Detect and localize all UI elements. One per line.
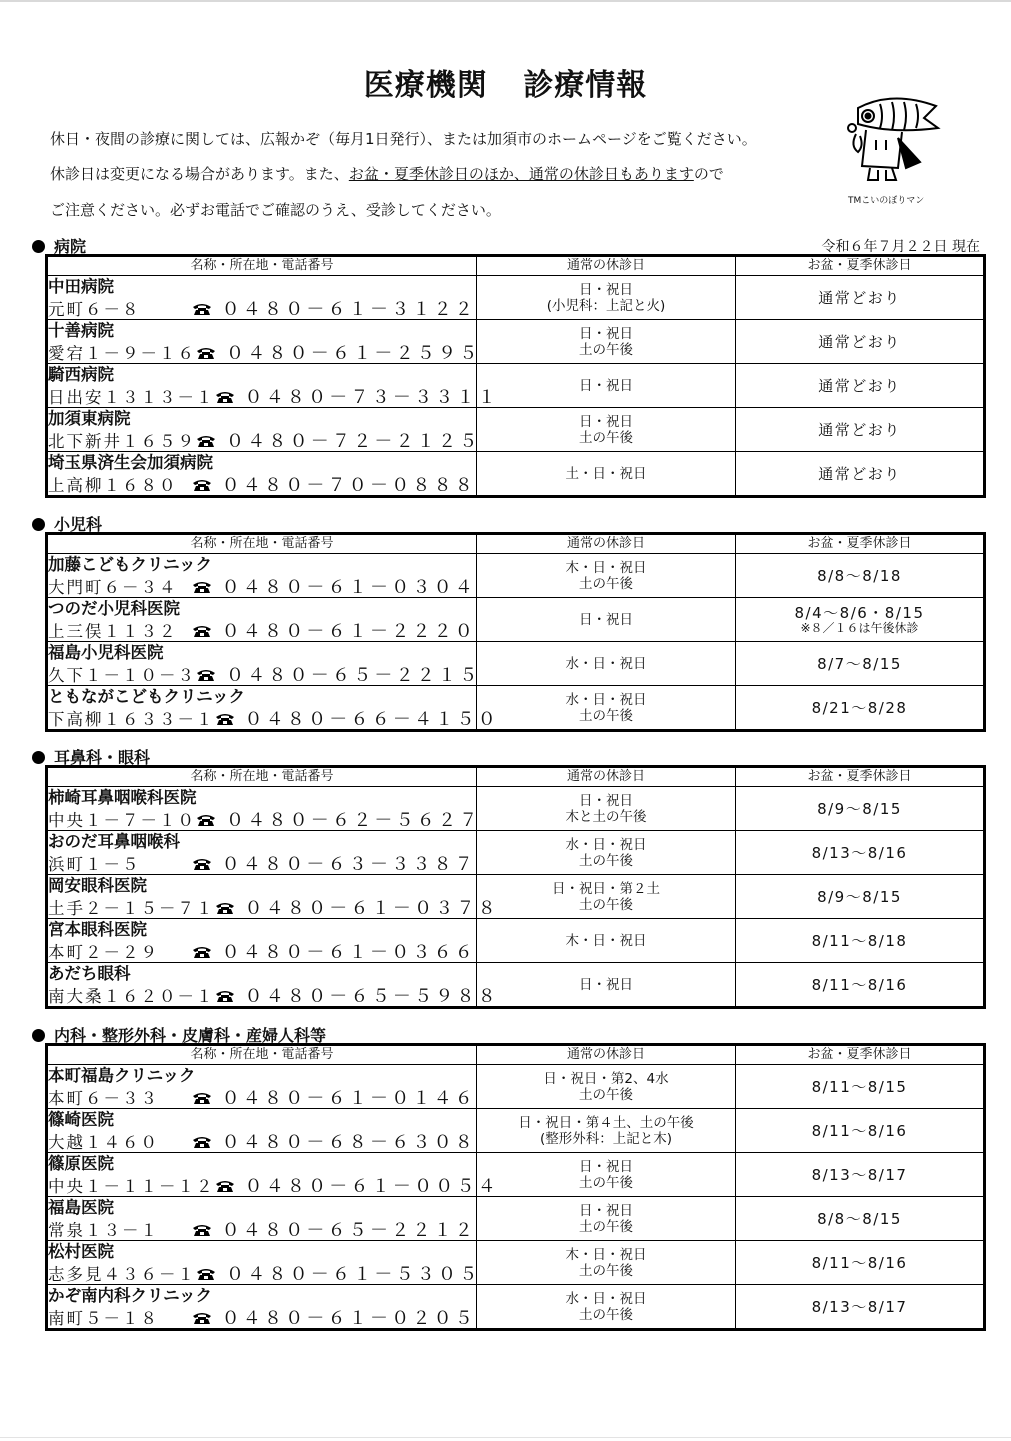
table-row bbox=[47, 598, 985, 642]
closed-day-line: 木と土の午後 bbox=[565, 808, 647, 825]
closed-day-line: 日・祝日 bbox=[579, 976, 633, 993]
telephone-icon bbox=[196, 433, 216, 447]
closed-day-line: 日・祝日 bbox=[579, 792, 633, 809]
bottom-border bbox=[0, 1437, 1011, 1438]
col-header-obon: お盆・夏季休診日 bbox=[736, 767, 985, 787]
obon-closed-period: 8/11～8/16 bbox=[811, 1121, 908, 1140]
closed-day-line: 日・祝日・第４土、土の午後 bbox=[518, 1114, 694, 1131]
closed-day-line: 土の午後 bbox=[579, 429, 633, 446]
facility-address: 元町６－８ bbox=[48, 300, 141, 319]
telephone-icon bbox=[192, 623, 212, 637]
obon-closed-period: 通常どおり bbox=[818, 332, 901, 351]
address-phone-row bbox=[48, 385, 499, 408]
obon-closed-days bbox=[736, 919, 985, 963]
col-header-closed: 通常の休診日 bbox=[477, 256, 736, 276]
obon-closed-period: 8/4～8/6・8/15 bbox=[794, 603, 925, 622]
telephone-icon bbox=[196, 812, 216, 826]
regular-closed-days bbox=[477, 787, 736, 831]
closed-day-line: 水・日・祝日 bbox=[565, 691, 647, 708]
table-row bbox=[47, 408, 985, 452]
regular-closed-days bbox=[477, 1065, 736, 1109]
facility-cell bbox=[47, 787, 481, 831]
facility-cell bbox=[47, 919, 477, 963]
address-phone-row bbox=[48, 1174, 499, 1197]
obon-closed-period: 8/8～8/15 bbox=[817, 1209, 902, 1228]
closed-day-line: 土の午後 bbox=[579, 575, 633, 592]
bullet-icon bbox=[32, 751, 45, 764]
closed-day-line: 日・祝日・第2、4水 bbox=[543, 1070, 669, 1087]
regular-closed-days bbox=[477, 554, 736, 598]
closed-day-line: 土・日・祝日 bbox=[565, 465, 647, 482]
table-row bbox=[47, 1109, 985, 1153]
facility-name: おのだ耳鼻咽喉科 bbox=[48, 832, 180, 851]
address-phone-row bbox=[48, 852, 476, 874]
facility-name: 騎西病院 bbox=[48, 365, 114, 384]
facility-name: 十善病院 bbox=[48, 321, 114, 340]
regular-closed-days bbox=[477, 1197, 736, 1241]
regular-closed-days bbox=[477, 452, 736, 497]
table-header-row bbox=[47, 256, 985, 276]
facility-cell bbox=[47, 408, 481, 452]
telephone-icon bbox=[192, 1090, 212, 1104]
section-table bbox=[45, 765, 986, 1009]
facility-cell bbox=[47, 452, 477, 497]
facility-address: 南大桑１６２０－１ bbox=[48, 987, 215, 1006]
telephone-icon bbox=[215, 900, 235, 914]
table-row bbox=[47, 1197, 985, 1241]
obon-closed-period: 通常どおり bbox=[818, 420, 901, 439]
closed-day-line: 土の午後 bbox=[579, 1306, 633, 1323]
obon-closed-days bbox=[736, 831, 985, 875]
facility-address: 北下新井１６５９ bbox=[48, 432, 196, 451]
address-phone-row bbox=[48, 896, 499, 919]
facility-address: 本町２－２９ bbox=[48, 943, 159, 962]
facility-phone: ０４８０－６３－３３８７ bbox=[221, 854, 476, 875]
closed-day-line: 水・日・祝日 bbox=[565, 836, 647, 853]
address-phone-row bbox=[48, 1306, 476, 1328]
section-table bbox=[45, 1043, 986, 1331]
table-row bbox=[47, 554, 985, 598]
col-header-obon: お盆・夏季休診日 bbox=[736, 534, 985, 554]
col-header-closed: 通常の休診日 bbox=[477, 767, 736, 787]
obon-closed-period: 通常どおり bbox=[818, 288, 901, 307]
facility-name: あだち眼科 bbox=[48, 964, 131, 983]
facility-address: 大門町６－３４ bbox=[48, 578, 178, 597]
telephone-icon bbox=[192, 579, 212, 593]
facility-cell bbox=[47, 831, 477, 875]
col-header-name: 名称・所在地・電話番号 bbox=[47, 1045, 477, 1065]
telephone-icon bbox=[192, 301, 212, 315]
obon-closed-period: 8/13～8/17 bbox=[811, 1165, 908, 1184]
telephone-icon bbox=[215, 711, 235, 725]
facility-name: 加須東病院 bbox=[48, 409, 131, 428]
table-row bbox=[47, 1153, 985, 1197]
facility-phone: ０４８０－６５－５９８８ bbox=[244, 986, 499, 1007]
section-title: 内科・整形外科・皮膚科・産婦人科等 bbox=[54, 1026, 327, 1045]
section-title: 病院 bbox=[54, 237, 87, 256]
obon-closed-period: 8/11～8/16 bbox=[811, 1253, 908, 1272]
facility-phone: ０４８０－６１－０３７８ bbox=[244, 898, 499, 919]
obon-closed-days bbox=[736, 554, 985, 598]
facility-address: 愛宕１－９－１６ bbox=[48, 344, 196, 363]
telephone-icon bbox=[196, 345, 216, 359]
closed-day-line: 水・日・祝日 bbox=[565, 1290, 647, 1307]
table-row bbox=[47, 686, 985, 731]
facility-name: 福島医院 bbox=[48, 1198, 114, 1217]
closed-day-line: 木・日・祝日 bbox=[565, 1246, 647, 1263]
facility-address: 土手２－１５－７１ bbox=[48, 899, 215, 918]
regular-closed-days bbox=[477, 963, 736, 1008]
facility-name: 岡安眼科医院 bbox=[48, 876, 147, 895]
regular-closed-days bbox=[477, 831, 736, 875]
intro-line-1: 休日・夜間の診療に関しては、広報かぞ（毎月1日発行）、または加須市のホームページをご覧ください。 bbox=[50, 130, 757, 148]
address-phone-row bbox=[48, 940, 476, 962]
facility-name: 加藤こどもクリニック bbox=[48, 555, 213, 574]
obon-closed-days bbox=[736, 364, 985, 408]
bullet-icon bbox=[32, 518, 45, 531]
col-header-name: 名称・所在地・電話番号 bbox=[47, 767, 477, 787]
regular-closed-days bbox=[477, 686, 736, 731]
title-part-1: 医療機関 bbox=[363, 68, 488, 103]
facility-address: 大越１４６０ bbox=[48, 1133, 159, 1152]
obon-closed-days bbox=[736, 1065, 985, 1109]
closed-day-line: 日・祝日 bbox=[579, 1202, 633, 1219]
closed-day-line: 土の午後 bbox=[579, 341, 633, 358]
closed-day-line: 木・日・祝日 bbox=[565, 559, 647, 576]
facility-cell bbox=[47, 554, 477, 598]
facility-cell bbox=[47, 1285, 477, 1330]
facility-address: 久下１－１０－３ bbox=[48, 666, 196, 685]
regular-closed-days bbox=[477, 276, 736, 320]
facility-phone: ０４８０－６１－０３０４ bbox=[221, 577, 476, 598]
facility-phone: ０４８０－６６－４１５０ bbox=[244, 709, 499, 730]
address-phone-row bbox=[48, 619, 476, 641]
table-header-row bbox=[47, 1045, 985, 1065]
facility-address: 志多見４３６－１ bbox=[48, 1265, 196, 1284]
obon-closed-period: 8/7～8/15 bbox=[817, 654, 902, 673]
table-row bbox=[47, 642, 985, 686]
regular-closed-days bbox=[477, 919, 736, 963]
telephone-icon bbox=[196, 667, 216, 681]
telephone-icon bbox=[215, 389, 235, 403]
regular-closed-days bbox=[477, 1241, 736, 1285]
table-header-row bbox=[47, 534, 985, 554]
section-title: 小児科 bbox=[54, 515, 103, 534]
facility-cell bbox=[47, 320, 481, 364]
bullet-icon bbox=[32, 1029, 45, 1042]
table-row bbox=[47, 963, 985, 1008]
regular-closed-days bbox=[477, 598, 736, 642]
facility-phone: ０４８０－６８－６３０８ bbox=[221, 1132, 476, 1153]
address-phone-row bbox=[48, 341, 481, 364]
regular-closed-days bbox=[477, 1109, 736, 1153]
facility-address: 中央１－１１－１２ bbox=[48, 1177, 215, 1196]
closed-day-line: 土の午後 bbox=[579, 896, 633, 913]
bullet-icon bbox=[32, 240, 45, 253]
obon-closed-period: 8/11～8/15 bbox=[811, 1077, 908, 1096]
closed-day-line: 日・祝日 bbox=[579, 413, 633, 430]
as-of-date: 令和６年７月２２日 現在 bbox=[821, 239, 980, 255]
obon-closed-period: 通常どおり bbox=[818, 376, 901, 395]
table-row bbox=[47, 919, 985, 963]
address-phone-row bbox=[48, 429, 481, 452]
telephone-icon bbox=[215, 988, 235, 1002]
facility-name: 福島小児科医院 bbox=[48, 643, 164, 662]
obon-closed-days bbox=[736, 1285, 985, 1330]
facility-cell bbox=[47, 1065, 477, 1109]
table-row bbox=[47, 831, 985, 875]
facility-cell bbox=[47, 1153, 499, 1197]
table-row bbox=[47, 787, 985, 831]
closed-day-line: 日・祝日 bbox=[579, 377, 633, 394]
closed-day-line: 水・日・祝日 bbox=[565, 655, 647, 672]
address-phone-row bbox=[48, 1130, 476, 1152]
facility-name: 柿崎耳鼻咽喉科医院 bbox=[48, 788, 197, 807]
mascot-caption: TMこいのぼりマン bbox=[848, 196, 925, 206]
address-phone-row bbox=[48, 473, 476, 495]
obon-closed-period: 8/9～8/15 bbox=[817, 799, 902, 818]
obon-closed-days bbox=[736, 963, 985, 1008]
facility-name: かぞ南内科クリニック bbox=[48, 1286, 213, 1305]
obon-closed-period: 8/8～8/18 bbox=[817, 566, 902, 585]
facility-address: 下高柳１６３３－１ bbox=[48, 710, 215, 729]
obon-closed-period: 8/11～8/16 bbox=[811, 975, 908, 994]
intro-line-2-post: ので bbox=[693, 165, 724, 183]
facility-name: 篠崎医院 bbox=[48, 1110, 114, 1129]
obon-closed-period: 通常どおり bbox=[818, 464, 901, 483]
facility-name: 中田病院 bbox=[48, 277, 114, 296]
facility-phone: ０４８０－６５－２２１２ bbox=[221, 1220, 476, 1241]
telephone-icon bbox=[192, 1310, 212, 1324]
facility-phone: ０４８０－６１－００５４ bbox=[244, 1176, 499, 1197]
facility-name: 宮本眼科医院 bbox=[48, 920, 147, 939]
table-row bbox=[47, 875, 985, 919]
address-phone-row bbox=[48, 1218, 476, 1240]
facility-name: ともながこどもクリニック bbox=[48, 687, 246, 706]
obon-closed-days bbox=[736, 598, 985, 642]
obon-closed-days bbox=[736, 686, 985, 731]
obon-closed-days bbox=[736, 320, 985, 364]
top-border bbox=[0, 0, 1011, 2]
facility-phone: ０４８０－６１－０３６６ bbox=[221, 942, 476, 963]
facility-phone: ０４８０－６１－２５９５ bbox=[226, 343, 481, 364]
telephone-icon bbox=[192, 944, 212, 958]
closed-day-line: 土の午後 bbox=[579, 1218, 633, 1235]
facility-address: 中央１－７－１０ bbox=[48, 811, 196, 830]
facility-cell bbox=[47, 1241, 481, 1285]
regular-closed-days bbox=[477, 320, 736, 364]
intro-line-3: ご注意ください。必ずお電話でご確認のうえ、受診してください。 bbox=[50, 201, 501, 219]
regular-closed-days bbox=[477, 364, 736, 408]
address-phone-row bbox=[48, 984, 499, 1007]
telephone-icon bbox=[192, 477, 212, 491]
facility-name: 篠原医院 bbox=[48, 1154, 114, 1173]
table-row bbox=[47, 1065, 985, 1109]
facility-phone: ０４８０－６５－２２１５ bbox=[226, 665, 481, 686]
telephone-icon bbox=[192, 1134, 212, 1148]
facility-address: 南町５－１８ bbox=[48, 1309, 159, 1328]
col-header-obon: お盆・夏季休診日 bbox=[736, 256, 985, 276]
intro-line-2 bbox=[50, 163, 724, 184]
facility-cell bbox=[47, 686, 499, 731]
obon-closed-days bbox=[736, 642, 985, 686]
facility-phone: ０４８０－６１－０１４６ bbox=[221, 1088, 476, 1109]
facility-name: つのだ小児科医院 bbox=[48, 599, 180, 618]
regular-closed-days bbox=[477, 1153, 736, 1197]
telephone-icon bbox=[192, 856, 212, 870]
section-title: 耳鼻科・眼科 bbox=[54, 748, 151, 767]
facility-cell bbox=[47, 642, 481, 686]
facility-address: 日出安１３１３－１ bbox=[48, 388, 215, 407]
obon-closed-days bbox=[736, 452, 985, 497]
address-phone-row bbox=[48, 1262, 481, 1285]
table-row bbox=[47, 1285, 985, 1330]
facility-cell bbox=[47, 875, 499, 919]
facility-address: 浜町１－５ bbox=[48, 855, 141, 874]
section-table bbox=[45, 532, 986, 732]
address-phone-row bbox=[48, 575, 476, 597]
col-header-name: 名称・所在地・電話番号 bbox=[47, 534, 477, 554]
table-row bbox=[47, 452, 985, 497]
regular-closed-days bbox=[477, 642, 736, 686]
regular-closed-days bbox=[477, 1285, 736, 1330]
obon-closed-days bbox=[736, 1241, 985, 1285]
facility-cell bbox=[47, 1109, 477, 1153]
closed-day-line: 日・祝日 bbox=[579, 611, 633, 628]
section-table bbox=[45, 254, 986, 498]
telephone-icon bbox=[192, 1222, 212, 1236]
facility-phone: ０４８０－６１－３１２２ bbox=[221, 299, 476, 320]
closed-day-line: 木・日・祝日 bbox=[565, 932, 647, 949]
closed-day-line: 日・祝日 bbox=[579, 1158, 633, 1175]
facility-cell bbox=[47, 276, 477, 320]
obon-closed-period: 8/21～8/28 bbox=[811, 698, 908, 717]
closed-day-line: (整形外科：上記と木) bbox=[539, 1130, 673, 1147]
facility-name: 本町福島クリニック bbox=[48, 1066, 196, 1085]
facility-phone: ０４８０－６１－２２２０ bbox=[221, 621, 476, 642]
obon-closed-days bbox=[736, 276, 985, 320]
facility-phone: ０４８０－６１－５３０５ bbox=[226, 1264, 481, 1285]
closed-day-line: 土の午後 bbox=[579, 1262, 633, 1279]
table-header-row bbox=[47, 767, 985, 787]
obon-closed-period: 8/9～8/15 bbox=[817, 887, 902, 906]
address-phone-row bbox=[48, 297, 476, 319]
col-header-closed: 通常の休診日 bbox=[477, 1045, 736, 1065]
regular-closed-days bbox=[477, 408, 736, 452]
facility-address: 上三俣１１３２ bbox=[48, 622, 178, 641]
facility-phone: ０４８０－６２－５６２７ bbox=[226, 810, 481, 831]
facility-address: 本町６－３３ bbox=[48, 1089, 159, 1108]
facility-phone: ０４８０－７３－３３１１ bbox=[244, 387, 499, 408]
obon-closed-days bbox=[736, 787, 985, 831]
obon-closed-period: 8/13～8/16 bbox=[811, 843, 908, 862]
koinobori-man-mascot-icon bbox=[840, 88, 950, 188]
closed-day-line: 日・祝日 bbox=[579, 325, 633, 342]
facility-phone: ０４８０－６１－０２０５ bbox=[221, 1308, 476, 1329]
closed-day-line: 土の午後 bbox=[579, 1174, 633, 1191]
facility-phone: ０４８０－７０－０８８８ bbox=[221, 475, 476, 496]
table-row bbox=[47, 1241, 985, 1285]
telephone-icon bbox=[215, 1178, 235, 1192]
table-row bbox=[47, 320, 985, 364]
col-header-name: 名称・所在地・電話番号 bbox=[47, 256, 477, 276]
obon-closed-days bbox=[736, 1153, 985, 1197]
table-row bbox=[47, 364, 985, 408]
closed-day-line: 土の午後 bbox=[579, 707, 633, 724]
closed-day-line: 日・祝日・第２土 bbox=[552, 880, 660, 897]
obon-closed-days bbox=[736, 1197, 985, 1241]
table-row bbox=[47, 276, 985, 320]
obon-closed-period: 8/13～8/17 bbox=[811, 1297, 908, 1316]
title-part-2: 診療情報 bbox=[523, 68, 648, 103]
intro-line-2-underlined: お盆・夏季休診日のほか、通常の休診日もあります bbox=[348, 165, 694, 183]
telephone-icon bbox=[196, 1266, 216, 1280]
obon-closed-days bbox=[736, 875, 985, 919]
facility-name: 埼玉県済生会加須病院 bbox=[48, 453, 213, 472]
address-phone-row bbox=[48, 808, 481, 831]
facility-cell bbox=[47, 364, 499, 408]
closed-day-line: (小児科：上記と火) bbox=[546, 297, 666, 314]
obon-closed-days bbox=[736, 408, 985, 452]
obon-note: ※８／１６は午後休診 bbox=[800, 620, 919, 635]
address-phone-row bbox=[48, 663, 481, 686]
facility-phone: ０４８０－７２－２１２５ bbox=[226, 431, 481, 452]
closed-day-line: 土の午後 bbox=[579, 852, 633, 869]
closed-day-line: 土の午後 bbox=[579, 1086, 633, 1103]
facility-cell bbox=[47, 1197, 477, 1241]
facility-address: 常泉１３－１ bbox=[48, 1221, 159, 1240]
address-phone-row bbox=[48, 707, 499, 730]
facility-cell bbox=[47, 963, 499, 1008]
intro-line-2-pre: 休診日は変更になる場合があります。また、 bbox=[50, 165, 349, 183]
facility-cell bbox=[47, 598, 477, 642]
obon-closed-days bbox=[736, 1109, 985, 1153]
regular-closed-days bbox=[477, 875, 736, 919]
obon-closed-period: 8/11～8/18 bbox=[811, 931, 908, 950]
facility-name: 松村医院 bbox=[48, 1242, 114, 1261]
address-phone-row bbox=[48, 1086, 476, 1108]
col-header-closed: 通常の休診日 bbox=[477, 534, 736, 554]
col-header-obon: お盆・夏季休診日 bbox=[736, 1045, 985, 1065]
facility-address: 上高柳１６８０ bbox=[48, 476, 178, 495]
closed-day-line: 日・祝日 bbox=[579, 281, 633, 298]
